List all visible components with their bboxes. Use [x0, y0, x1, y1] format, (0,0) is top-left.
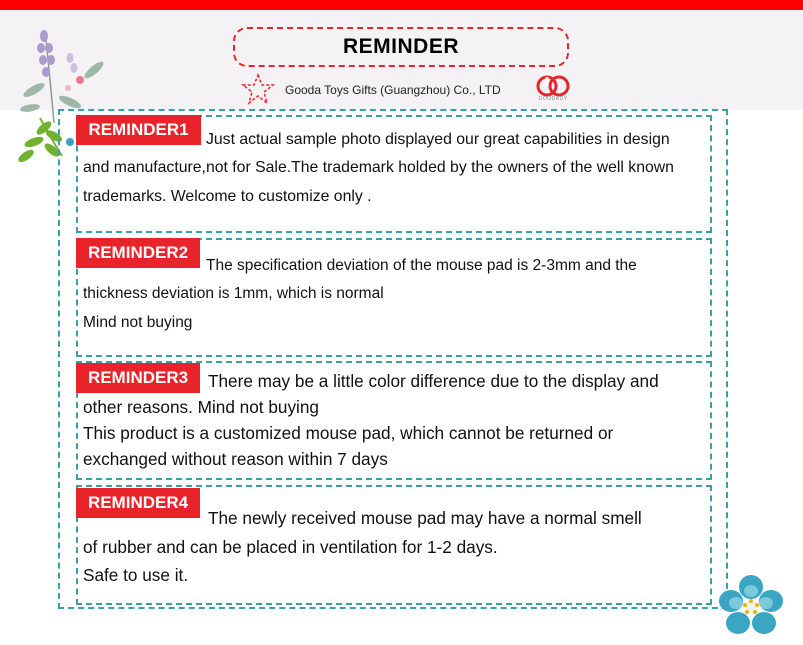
- reminder-3-line-4: exchanged without reason within 7 days: [83, 449, 388, 469]
- star-icon: [240, 73, 276, 105]
- reminder-3-line-1: There may be a little color difference due to the display and: [208, 371, 659, 391]
- reminder-3-line-2: other reasons. Mind not buying: [83, 397, 319, 417]
- reminder-2-line-2: thickness deviation is 1mm, which is normal: [83, 285, 384, 302]
- reminder-4-line-2: of rubber and can be placed in ventilation for 1-2 days.: [83, 537, 498, 557]
- teal-flower-icon: [718, 575, 784, 637]
- reminder-4-line-3: Safe to use it.: [83, 565, 189, 585]
- reminder-tag-3: REMINDER3: [76, 363, 200, 393]
- company-name: Gooda Toys Gifts (Guangzhou) Co., LTD: [285, 83, 501, 97]
- reminder-tag-2: REMINDER2: [76, 238, 200, 268]
- reminder-tag-1: REMINDER1: [76, 115, 201, 145]
- page-title: REMINDER: [342, 35, 459, 58]
- reminder-2-line-3: Mind not buying: [83, 314, 193, 331]
- reminder-3-line-3: This product is a customized mouse pad, which cannot be returned or: [83, 423, 614, 443]
- reminder-1-line-1: Just actual sample photo displayed our great capabilities in design: [206, 131, 670, 148]
- reminder-2-line-1: The specification deviation of the mouse pad is 2-3mm and the: [206, 257, 637, 274]
- title-box: [233, 27, 569, 67]
- logo-subtext: GOODADY: [538, 96, 568, 102]
- reminder-4-line-1: The newly received mouse pad may have a normal smell: [208, 508, 642, 528]
- top-red-bar: [0, 0, 803, 10]
- reminder-1-line-3: trademarks. Welcome to customize only .: [83, 188, 372, 205]
- gooda-logo-icon: [535, 74, 571, 98]
- reminder-1-line-2: and manufacture,not for Sale.The trademark holded by the owners of the well known: [83, 159, 674, 176]
- reminder-tag-4: REMINDER4: [76, 488, 200, 518]
